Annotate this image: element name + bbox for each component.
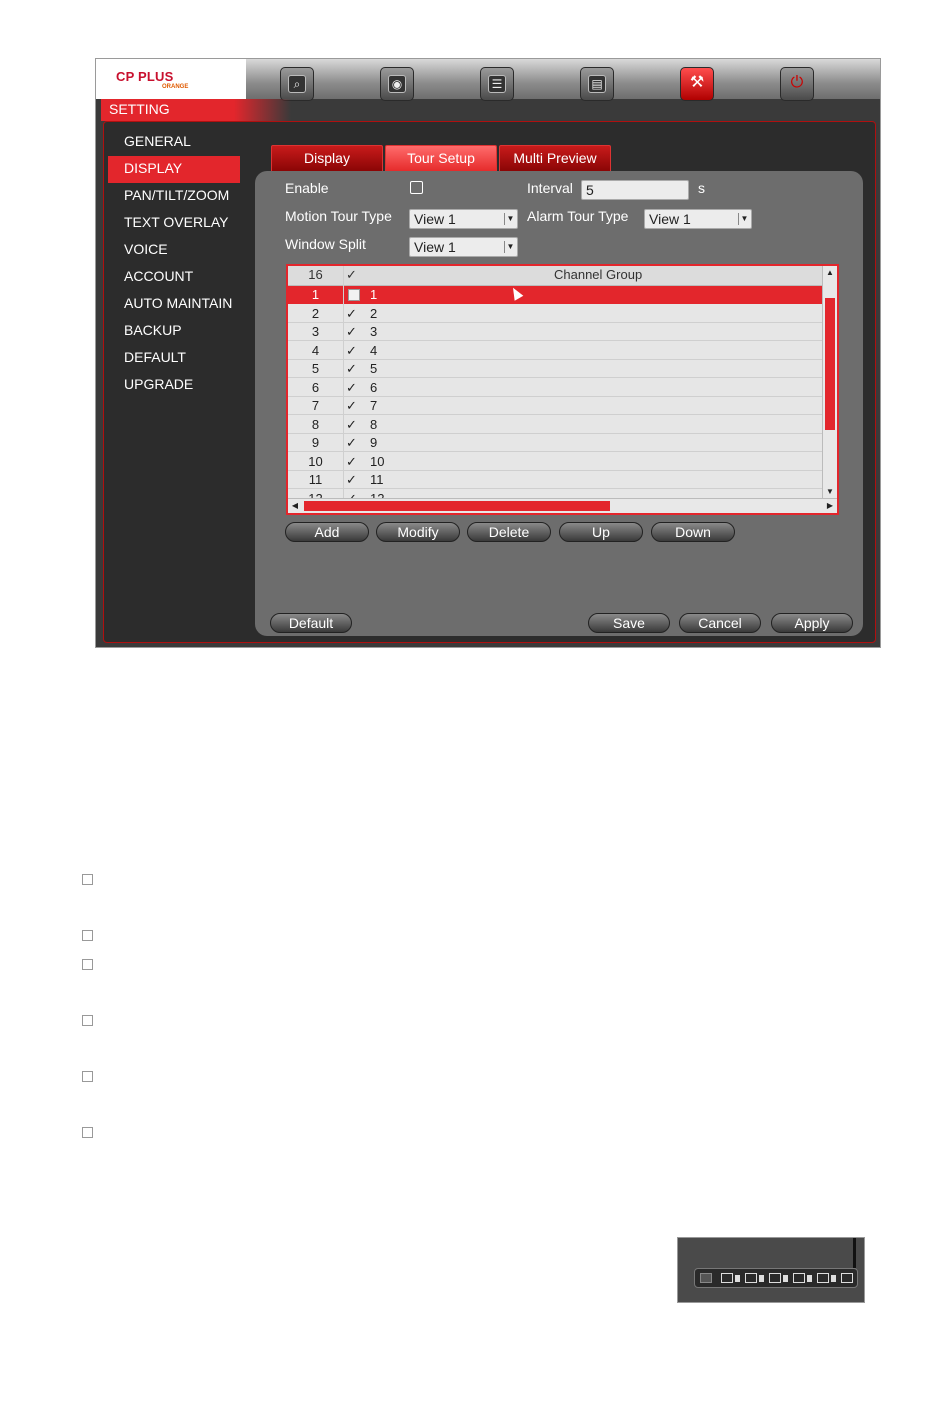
row-channel-group: 2	[370, 305, 378, 321]
logo-main-text: CP PLUS	[116, 69, 174, 84]
row-channel-group: 1	[370, 287, 378, 302]
row-check[interactable]: ✓	[346, 472, 357, 487]
window-split-select[interactable]	[409, 237, 518, 257]
table-header	[288, 266, 823, 286]
menu-item-default[interactable]: DEFAULT	[124, 349, 186, 365]
brand-logo	[96, 59, 246, 99]
row-number: 5	[311, 361, 320, 376]
column-divider	[343, 266, 344, 506]
modify-button[interactable]: Modify	[376, 522, 460, 542]
header-channel-group: Channel Group	[554, 267, 643, 282]
settings-menu	[108, 129, 240, 399]
table-row[interactable]	[288, 434, 823, 452]
row-check[interactable]: ✓	[346, 305, 357, 321]
alarm-tour-value: View 1	[649, 211, 691, 227]
row-channel-group: 6	[370, 379, 378, 395]
row-channel-group: 10	[370, 453, 385, 469]
menu-item-pan-tilt-zoom[interactable]: PAN/TILT/ZOOM	[124, 187, 230, 203]
alarm-tour-select[interactable]	[644, 209, 752, 229]
table-row[interactable]	[288, 397, 823, 415]
menu-item-text-overlay[interactable]: TEXT OVERLAY	[124, 214, 229, 230]
bullet-icon	[82, 1127, 93, 1138]
logo-sub-text: ORANGE	[162, 84, 189, 90]
table-row[interactable]	[288, 323, 823, 341]
window-split-label: Window Split	[285, 236, 366, 252]
channel-group-table	[286, 264, 839, 515]
menu-item-general[interactable]: GENERAL	[124, 133, 191, 149]
table-row[interactable]	[288, 416, 823, 434]
row-check[interactable]: ✓	[346, 361, 357, 376]
row-number: 1	[311, 287, 320, 302]
chevron-down-icon: ▼	[504, 213, 516, 225]
top-toolbar	[96, 59, 880, 99]
enable-label: Enable	[285, 180, 329, 196]
menu-item-auto-maintain[interactable]: AUTO MAINTAIN	[124, 295, 233, 311]
chevron-up-icon[interactable]	[807, 1275, 812, 1282]
motion-tour-value: View 1	[414, 211, 456, 227]
tab-multi-preview[interactable]: Multi Preview	[499, 145, 611, 171]
apply-button[interactable]: Apply	[771, 613, 853, 633]
row-channel-group: 8	[370, 416, 378, 432]
row-number: 7	[311, 398, 320, 413]
add-button[interactable]: Add	[285, 522, 369, 542]
tour-toggle-icon[interactable]	[700, 1273, 712, 1283]
chevron-up-icon[interactable]	[759, 1275, 764, 1282]
unchecked-box-icon[interactable]	[348, 289, 360, 301]
setting-title-bar	[101, 99, 291, 121]
chevron-up-icon[interactable]	[783, 1275, 788, 1282]
down-button[interactable]: Down	[651, 522, 735, 542]
window-split-value: View 1	[414, 239, 456, 255]
advanced-icon[interactable]: ▤	[580, 67, 614, 101]
table-row[interactable]	[288, 471, 823, 489]
row-check[interactable]: ✓	[346, 379, 357, 395]
disk-icon[interactable]: ◉	[380, 67, 414, 101]
alarm-tour-label: Alarm Tour Type	[527, 208, 629, 224]
table-row[interactable]	[288, 379, 823, 397]
view-16-icon[interactable]	[841, 1273, 853, 1283]
vertical-scrollbar[interactable]	[822, 266, 837, 499]
split-toolbar	[694, 1268, 858, 1288]
horizontal-scrollbar[interactable]	[288, 498, 837, 513]
scroll-down-icon[interactable]: ▼	[826, 487, 834, 496]
table-row[interactable]	[288, 342, 823, 360]
chevron-down-icon: ▼	[504, 241, 516, 253]
row-channel-group: 5	[370, 361, 378, 376]
cancel-button[interactable]: Cancel	[679, 613, 761, 633]
default-button[interactable]: Default	[270, 613, 352, 633]
view-6-icon[interactable]	[769, 1273, 781, 1283]
chevron-up-icon[interactable]	[831, 1275, 836, 1282]
interval-label: Interval	[527, 180, 573, 196]
row-check[interactable]: ✓	[346, 324, 357, 339]
menu-item-backup[interactable]: BACKUP	[124, 322, 182, 338]
chevron-down-icon: ▼	[738, 213, 750, 225]
wrench-icon[interactable]: ⚒	[680, 67, 714, 101]
menu-item-voice[interactable]: VOICE	[124, 241, 168, 257]
setting-title: SETTING	[109, 101, 170, 117]
row-check[interactable]: ✓	[346, 435, 357, 450]
view-8-icon[interactable]	[793, 1273, 805, 1283]
scroll-left-icon[interactable]: ◀	[291, 501, 299, 510]
delete-button[interactable]: Delete	[467, 522, 551, 542]
view-1-icon[interactable]	[721, 1273, 733, 1283]
tour-toolbar-thumbnail	[677, 1237, 865, 1303]
bullet-icon	[82, 959, 93, 970]
row-number: 8	[311, 416, 320, 432]
bullet-icon	[82, 874, 93, 885]
row-channel-group: 9	[370, 435, 378, 450]
bullet-icon	[82, 1015, 93, 1026]
up-button[interactable]: Up	[559, 522, 643, 542]
scroll-up-icon[interactable]: ▲	[826, 268, 834, 277]
view-9-icon[interactable]	[817, 1273, 829, 1283]
row-number: 4	[311, 342, 320, 358]
menu-item-upgrade[interactable]: UPGRADE	[124, 376, 194, 392]
row-channel-group: 11	[370, 472, 384, 487]
row-number: 9	[311, 435, 320, 450]
row-channel-group: 3	[370, 324, 378, 339]
enable-checkbox[interactable]	[410, 181, 423, 194]
table-row[interactable]	[288, 305, 823, 323]
header-check[interactable]: ✓	[346, 267, 357, 282]
menu-item-display[interactable]: DISPLAY	[108, 156, 240, 183]
chevron-up-icon[interactable]	[735, 1275, 740, 1282]
table-row[interactable]	[288, 360, 823, 378]
view-4-icon[interactable]	[745, 1273, 757, 1283]
power-icon[interactable]: ⏻	[780, 67, 814, 101]
interval-input[interactable]: 5	[581, 180, 689, 200]
row-number: 3	[311, 324, 320, 339]
bullet-icon	[82, 1071, 93, 1082]
row-check[interactable]: ✓	[346, 416, 357, 432]
row-check[interactable]: ✓	[346, 453, 357, 469]
row-channel-group: 7	[370, 398, 378, 413]
menu-item-account[interactable]: ACCOUNT	[124, 268, 194, 284]
motion-tour-select[interactable]	[409, 209, 518, 229]
row-number: 10	[308, 453, 323, 469]
dvr-setting-screenshot	[95, 58, 881, 648]
vertical-scroll-thumb[interactable]	[825, 298, 835, 430]
header-count: 16	[308, 267, 323, 282]
motion-tour-label: Motion Tour Type	[285, 208, 392, 224]
row-number: 6	[311, 379, 320, 395]
row-number: 11	[308, 472, 323, 487]
window-edge	[853, 1238, 856, 1268]
scroll-right-icon[interactable]: ▶	[826, 501, 834, 510]
row-number: 2	[311, 305, 320, 321]
horizontal-scroll-thumb[interactable]	[304, 501, 610, 511]
row-check[interactable]: ✓	[346, 398, 357, 413]
table-row[interactable]	[288, 286, 823, 304]
info-icon[interactable]: ☰	[480, 67, 514, 101]
tab-tour-setup[interactable]: Tour Setup	[385, 145, 497, 171]
interval-unit: s	[698, 180, 705, 196]
table-row[interactable]	[288, 453, 823, 471]
save-button[interactable]: Save	[588, 613, 670, 633]
row-channel-group: 4	[370, 342, 378, 358]
tab-display[interactable]: Display	[271, 145, 383, 171]
search-icon[interactable]: ⌕	[280, 67, 314, 101]
bullet-icon	[82, 930, 93, 941]
row-check[interactable]: ✓	[346, 342, 357, 358]
